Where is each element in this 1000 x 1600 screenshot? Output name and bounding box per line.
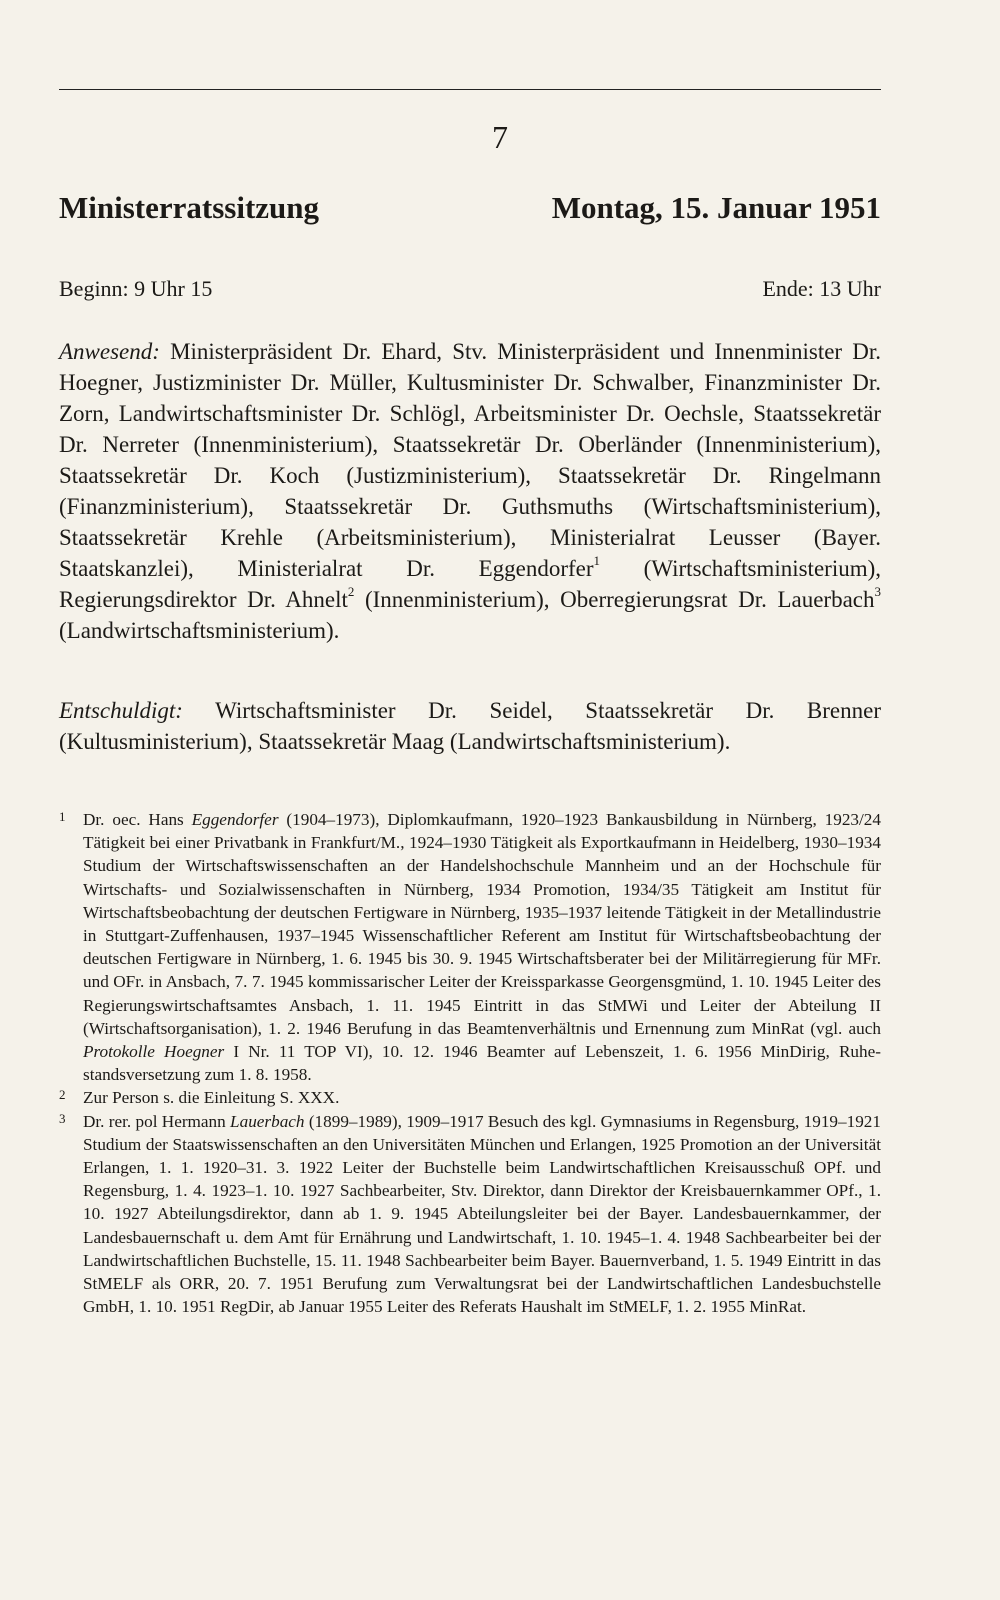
footnote-ref-2: 2 bbox=[347, 584, 355, 600]
footnote-text bbox=[83, 1088, 339, 1107]
footnote-segment: Dr. oec. Hans bbox=[83, 810, 192, 829]
document-number: 7 bbox=[492, 119, 508, 155]
person-name: Eggendorfer bbox=[191, 810, 279, 829]
footnote-ref-3: 3 bbox=[874, 584, 881, 600]
attendance-label: Anwesend: bbox=[59, 339, 160, 364]
attendance-text: Ministerpräsident Dr. Ehard, Stv. Ministerpräsident und Innenminister Dr. Hoegner, Justizminister Dr. Müller, Kultusminister Dr. Schwalber, Finanzminister Dr. Zorn, Landwirtschaftsminister Dr. Schlögl, Arbeitsminister Dr. Oechsle, Staatssekretär Dr. Nerreter (Innenministerium), Staatssekretär Dr. Oberländer (Innenministerium), Staatssekretär Dr. Koch (Justizministerium), Staatssekretär Dr. Ringelmann (Finanzministerium), Staatssekretär Dr. Guthsmuths (Wirtschaftsministerium), Staatssekretär Krehle (Arbeitsministerium), Ministerialrat Leusser (Bayer. Staatskanzlei), Ministerialrat Dr. Eggendorfer bbox=[59, 339, 881, 581]
footnote-mark: 1 bbox=[59, 809, 66, 824]
footnote-mark: 2 bbox=[59, 1087, 66, 1103]
footnote-segment: Dr. rer. pol Hermann bbox=[83, 1111, 231, 1131]
attendance-text: (Wirtschaftsministerium), Regierungsdirektor Dr. Ahnelt bbox=[59, 556, 882, 612]
footnote-segment: I Nr. 11 TOP VI), 10. 12. 1946 Beamter auf Lebenszeit, 1. 6. 1956 MinDirig, Ruhestandsversetzung zum 1. 8. 1958. bbox=[83, 1042, 881, 1085]
footnote-text bbox=[83, 810, 881, 1084]
footnote-segment: (1904–1973), Diplomkaufmann, 1920–1923 Bankausbildung in Nürnberg, 1923/24 Tätigkeit bei einer Privatbank in Frankfurt/M., 1924–1930 Tätigkeit als Exportkaufmann in Heidelberg, 1930–1934 Studium der Wirtschaftswissenschaften an der Handelshochschule Mannheim und an der Hochschule für Wirtschafts- und Sozialwissenschaften in Nürnberg, 1934 Promotion, 1934/35 Tätigkeit am Institut für Wirtschaftsbeobachtung der deutschen Fertigware in Nürnberg, 1935–1937 leitende Tätigkeit in der Metallindustrie in Stuttgart-Zuffenhausen, 1937–1945 Wissenschaftlicher Referent am Institut für Wirtschaftsbeobachtung der deutschen Fertigware in Nürnberg, 1. 6. 1945 bis 30. 9. 1945 Wirtschaftsberater bei der Militärregierung für MFr. und OFr. in Ansbach, 7. 7. 1945 kommissarischer Leiter der Kreissparkasse Georgensgmünd, 1. 10. 1945 Leiter des Regierungswirtschaftsamtes Ansbach, 1. 11. 1945 Eintritt in das StMWi und Leiter der Abteilung II (Wirtschaftsorganisation), 1. 2. 1946 Berufung in das Beamtenverhältnis und Ernennung zum MinRat (vgl. auch bbox=[83, 810, 881, 1038]
time-row bbox=[59, 274, 881, 308]
begin-time: Beginn: 9 Uhr 15 bbox=[59, 276, 213, 301]
header-rule bbox=[59, 89, 881, 90]
excused-text: Wirtschaftsminister Dr. Seidel, Staatssekretär Dr. Brenner (Kultusministerium), Staatssekretär Maag (Landwirtschaftsministerium). bbox=[59, 698, 881, 754]
excused-paragraph bbox=[59, 695, 881, 757]
footnote-segment: (1899–1989), 1909–1917 Besuch des kgl. Gymnasiums in Regensburg, 1919–1921 Studium der Staatswissenschaften an den Universitäten München und Erlangen, 1925 Promotion an der Universität Erlangen, 1. 1. 1920–31. 3. 1922 Leiter der Buchstelle beim Landwirtschaftlichen Kreisausschuß OPf. und Regensburg, 1. 4. 1923–1. 10. 1927 Sachbearbeiter, Stv. Direktor, dann Direktor der Kreisbauernkammer OPf., 1. 10. 1927 Abteilungsdirektor, dann ab 1. 9. 1945 Abteilungsleiter bei der Bayer. Landesbauernkammer, der Landesbauernschaft u. dem Amt für Ernährung und Landwirtschaft, 1. 10. 1945–1. 4. 1948 Sachbearbeiter bei der Landwirtschaftlichen Buchstelle, 15. 11. 1948 Sachbearbeiter beim Bayer. Bauernverband, 1. 5. 1949 Eintritt in das StMELF als ORR, 20. 7. 1951 Berufung zum Verwaltungsrat bei der Landwirtschaftlichen Landesbuchstelle GmbH, 1. 10. 1951 RegDir, ab Januar 1955 Leiter des Referats Haushalt im StMELF, 1. 2. 1955 MinRat. bbox=[83, 1111, 881, 1317]
person-name: Lauerbach bbox=[230, 1111, 305, 1131]
footnote-segment: Zur Person s. die Einleitung S. XXX. bbox=[83, 1088, 340, 1108]
footnote bbox=[59, 808, 881, 1086]
meeting-title: Ministerratssitzung bbox=[59, 190, 320, 225]
meeting-date: Montag, 15. Januar 1951 bbox=[551, 190, 881, 225]
footnote-ref-1: 1 bbox=[593, 553, 601, 569]
citation-title: Protokolle Hoegner bbox=[83, 1042, 225, 1062]
title-row bbox=[59, 188, 881, 232]
attendance-paragraph bbox=[59, 336, 881, 646]
footnote-text bbox=[83, 1112, 881, 1317]
footnotes bbox=[59, 808, 881, 1318]
attendance-text: (Landwirtschaftsministerium). bbox=[59, 618, 340, 643]
footnote bbox=[59, 1086, 881, 1109]
excused-label: Entschuldigt: bbox=[59, 698, 183, 723]
end-time: Ende: 13 Uhr bbox=[762, 276, 881, 301]
footnote-mark: 3 bbox=[59, 1110, 66, 1126]
footnote bbox=[59, 1110, 881, 1319]
attendance-text: (Innenministerium), Oberregierungsrat Dr. Lauerbach bbox=[354, 587, 875, 612]
